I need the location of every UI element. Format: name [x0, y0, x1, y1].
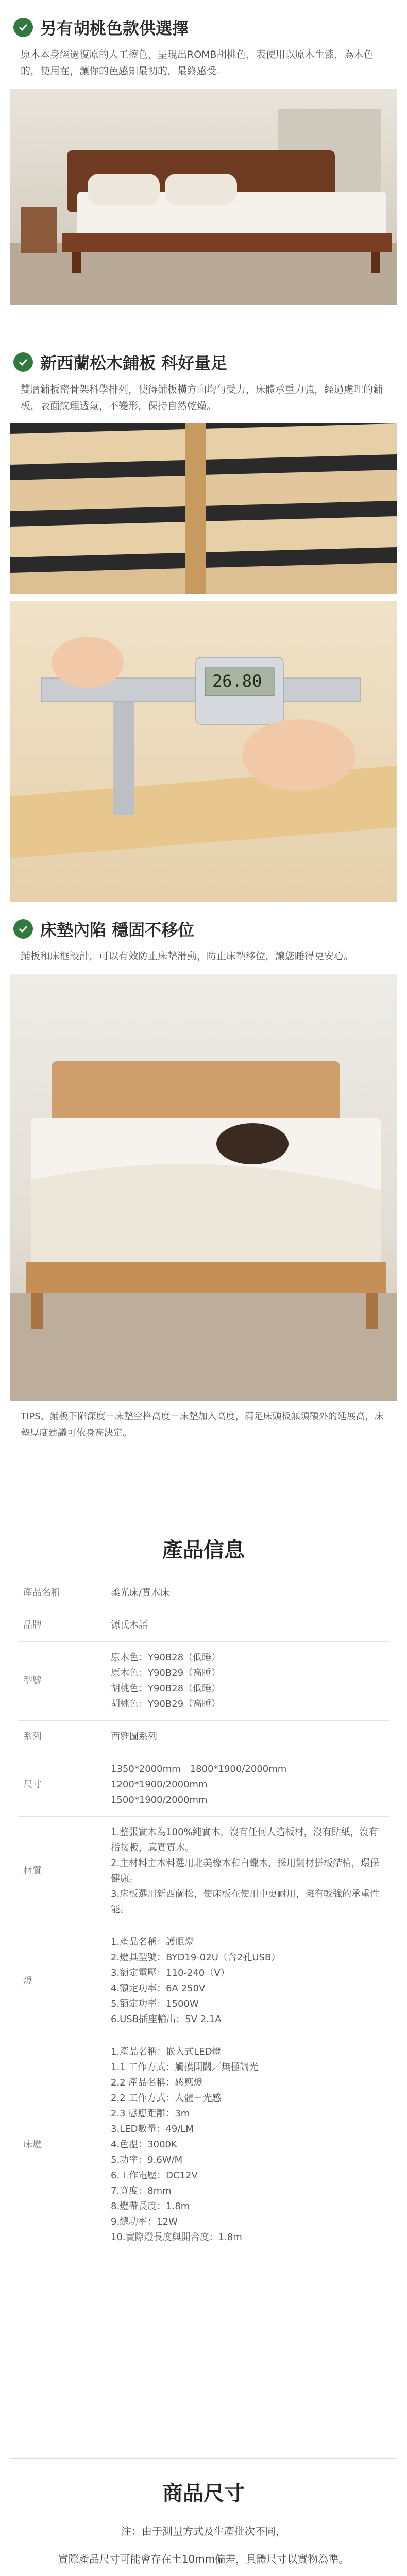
spec-row [18, 1609, 389, 1642]
bedroom-photo [10, 974, 397, 1401]
spec-value: 1.產品名稱：護眼燈 2.燈具型號：BYD19-02U（含2孔USB） 3.額定電壓：110-240（V） 4.額定功率：6A 250V 5.額定功率：1500W 6.USB插座輸出：5V 2.1A [106, 1926, 389, 2036]
spec-row [18, 1721, 389, 1753]
slats-photo [10, 423, 397, 594]
spec-row [18, 1577, 389, 1609]
spec-section [0, 1515, 407, 2458]
spec-key: 尺寸 [18, 1753, 106, 1817]
spec-value: 1.產品名稱：嵌入式LED燈 1.1 工作方式：觸摸開關／無極調光 2.2 產品名稱：感應燈 2.2 工作方式：人體＋光感 2.3 感應距離：3m 3.LED數量：49/LM 4.色溫：3000K 5.功率：9.6W/M 6.工作電壓：DC12V 7.寬度：8mm 8.燈帶長度：1.8m 9.總功率：12W 10.實際燈長度與開合度：1.8m [106, 2036, 389, 2254]
walnut-section [0, 0, 407, 335]
check-icon [13, 919, 33, 939]
spec-table [18, 1577, 389, 2253]
spec-key: 產品名稱 [18, 1577, 106, 1609]
spec-value: 1.整張實木為100%純實木，沒有任何人造板材，沒有貼紙，沒有指接板，真實實木。 2.主材料主木料選用北美橡木和白蠟木，採用鋼材拼板結構，環保健康。 3.床板選用新西蘭松，使床板在使用中更耐用，擁有較強的承重性能。 [106, 1817, 389, 1926]
spec-value: 原木色：Y90B28（低睡） 原木色：Y90B29（高睡） 胡桃色：Y90B28（低睡） 胡桃色：Y90B29（高睡） [106, 1642, 389, 1721]
spec-key: 品牌 [18, 1609, 106, 1642]
section-title: 床墊內陷 穩固不移位 [40, 920, 195, 940]
dims-heading: 商品尺寸 [162, 2482, 245, 2505]
tips-text: TIPS、鋪板下陷深度＋床墊空格高度＋床墊加入高度，滿足床頭板無須額外的延展高，床墊厚度建議可依身高決定。 [21, 1411, 384, 1438]
slat-section [0, 335, 407, 902]
spec-key: 燈 [18, 1926, 106, 2036]
dims-section [0, 2459, 407, 2576]
spec-key: 材質 [18, 1817, 106, 1926]
section-title: 另有胡桃色款供選擇 [40, 19, 189, 38]
spec-value: 柔光床/實木床 [106, 1577, 389, 1609]
dims-note: 注：由于測量方式及生產批次不同， [121, 2525, 286, 2537]
spec-row [18, 1926, 389, 2036]
section-description: 雙層鋪板密骨架科學排列，使得鋪板橫方向均勻受力，床體承重力強，經過處理的鋪板，表面紋理透氣，不變形，保持自然乾燥。 [21, 384, 383, 412]
spec-key: 型號 [18, 1642, 106, 1721]
dims-note: 實際產品尺寸可能會存在土10mm偏差，具體尺寸以實物為準。 [58, 2553, 349, 2565]
spec-value: 源氏木語 [106, 1609, 389, 1642]
section-description: 鋪板和床框設計，可以有效防止床墊滑動，防止床墊移位，讓您睡得更安心。 [21, 951, 354, 962]
spec-row [18, 1817, 389, 1926]
spec-heading: 產品信息 [162, 1538, 245, 1562]
spec-key: 床燈 [18, 2036, 106, 2254]
spec-row [18, 1642, 389, 1721]
check-icon [13, 18, 33, 37]
walnut-bed-photo [10, 89, 397, 305]
section-title: 新西蘭松木鋪板 科好量足 [40, 353, 228, 373]
mattress-section [0, 902, 407, 1515]
spec-value: 西雅圖系列 [106, 1721, 389, 1753]
check-icon [13, 352, 33, 372]
spec-row [18, 1753, 389, 1817]
caliper-photo [10, 601, 397, 902]
section-description: 原木本身經過復原的人工擦色，呈現出ROMB胡桃色，表使用以原木生漆，為木色的，使用在，讓你的色感知最初的，最終感受。 [21, 49, 374, 77]
caliper-readout: 26.80 [212, 671, 262, 691]
spec-value: 1350*2000mm 1800*1900/2000mm 1200*1900/2000mm 1500*1900/2000mm [106, 1753, 389, 1817]
spec-row [18, 2036, 389, 2254]
spec-key: 系列 [18, 1721, 106, 1753]
